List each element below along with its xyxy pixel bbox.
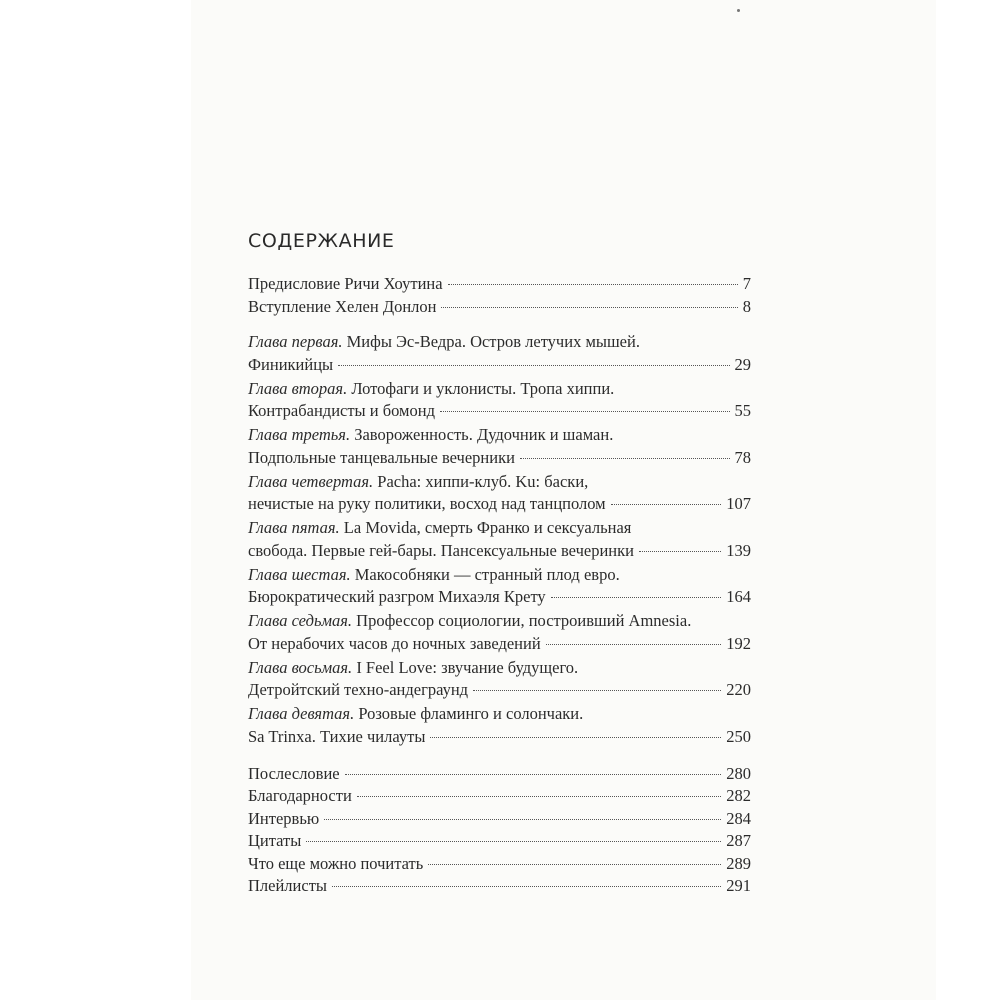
dot-leader bbox=[639, 551, 721, 552]
chapter-line-2: нечистые на руку политики, восход над танцполом bbox=[248, 494, 606, 513]
chapter-label: Глава восьмая. bbox=[248, 657, 353, 677]
chapter-label: Глава седьмая. bbox=[248, 611, 353, 630]
dot-leader bbox=[332, 886, 721, 887]
chapter-line-2: Sa Trinxa. Тихие чилауты bbox=[248, 726, 426, 746]
toc-entry-afterword bbox=[248, 763, 751, 786]
dot-leader bbox=[473, 690, 721, 691]
toc-entry-preface bbox=[248, 273, 751, 296]
entry-page: 282 bbox=[726, 786, 751, 805]
chapter-list bbox=[248, 331, 751, 748]
dot-leader bbox=[345, 774, 722, 775]
toc-chapter-8 bbox=[248, 657, 751, 702]
entry-title: Интервью bbox=[248, 808, 320, 828]
toc-entry-further-reading bbox=[248, 853, 751, 876]
dot-leader bbox=[430, 737, 721, 738]
toc-entry-acknowledgements bbox=[248, 785, 751, 808]
entry-page: 29 bbox=[734, 354, 751, 374]
dot-leader bbox=[306, 841, 721, 842]
entry-page: 7 bbox=[742, 274, 751, 293]
toc-entry-quotes bbox=[248, 830, 751, 853]
chapter-line-1: Профессор социологии, построивший Amnesia. bbox=[352, 611, 692, 630]
toc-chapter-4 bbox=[248, 471, 751, 516]
dot-leader bbox=[611, 504, 722, 505]
toc-chapter-5 bbox=[248, 517, 751, 562]
toc-chapter-3 bbox=[248, 424, 751, 469]
dot-leader bbox=[338, 365, 729, 366]
page-speck bbox=[737, 9, 740, 12]
chapter-line-1: Pacha: хиппи-клуб. Ku: баски, bbox=[373, 471, 589, 491]
chapter-label: Глава пятая. bbox=[248, 518, 340, 537]
entry-page: 78 bbox=[734, 447, 751, 467]
page-title: СОДЕРЖАНИЕ bbox=[248, 230, 395, 252]
chapter-label: Глава девятая. bbox=[248, 704, 355, 723]
entry-page: 8 bbox=[742, 296, 751, 316]
chapter-line-1: Лотофаги и уклонисты. Тропа хиппи. bbox=[347, 378, 615, 398]
entry-title: Предисловие Ричи Хоутина bbox=[248, 274, 443, 293]
entry-title: Послесловие bbox=[248, 763, 340, 783]
chapter-line-2: Финикийцы bbox=[248, 354, 334, 374]
entry-title: Благодарности bbox=[248, 786, 352, 805]
entry-page: 55 bbox=[734, 401, 751, 420]
entry-page: 284 bbox=[726, 808, 751, 828]
entry-title: Вступление Хелен Донлон bbox=[248, 296, 437, 316]
toc-entry-introduction bbox=[248, 296, 751, 319]
chapter-line-1: I Feel Love: звучание будущего. bbox=[352, 657, 579, 677]
dot-leader bbox=[440, 411, 730, 412]
chapter-line-2: Бюрократический разгром Михаэля Крету bbox=[248, 587, 546, 606]
entry-page: 220 bbox=[726, 680, 751, 699]
entry-page: 289 bbox=[726, 853, 751, 873]
toc-chapter-7 bbox=[248, 610, 751, 655]
entry-page: 250 bbox=[726, 726, 751, 746]
chapter-label: Глава третья. bbox=[248, 425, 351, 444]
chapter-line-2: Детройтский техно-андеграунд bbox=[248, 680, 469, 699]
chapter-line-2: свобода. Первые гей-бары. Пансексуальные вечеринки bbox=[248, 540, 634, 560]
dot-leader bbox=[520, 458, 730, 459]
entry-page: 280 bbox=[726, 763, 751, 783]
entry-page: 291 bbox=[726, 876, 751, 895]
entry-page: 107 bbox=[726, 494, 751, 513]
chapter-line-2: Контрабандисты и бомонд bbox=[248, 401, 435, 420]
toc-entry-playlists bbox=[248, 875, 751, 898]
chapter-label: Глава вторая. bbox=[248, 378, 348, 398]
front-matter bbox=[248, 273, 751, 318]
dot-leader bbox=[428, 864, 721, 865]
dot-leader bbox=[546, 644, 722, 645]
chapter-line-1: Макособняки — странный плод евро. bbox=[350, 564, 620, 584]
dot-leader bbox=[551, 597, 722, 598]
chapter-label: Глава шестая. bbox=[248, 564, 351, 584]
entry-title: Цитаты bbox=[248, 831, 302, 850]
chapter-label: Глава четвертая. bbox=[248, 471, 374, 491]
chapter-line-1: Мифы Эс-Ведра. Остров летучих мышей. bbox=[342, 332, 640, 351]
entry-title: Что еще можно почитать bbox=[248, 853, 424, 873]
chapter-line-1: Розовые фламинго и солончаки. bbox=[354, 704, 584, 723]
chapter-line-2: Подпольные танцевальные вечерники bbox=[248, 447, 515, 467]
chapter-line-2: От нерабочих часов до ночных заведений bbox=[248, 633, 541, 653]
entry-title: Плейлисты bbox=[248, 876, 327, 895]
dot-leader bbox=[441, 307, 737, 308]
toc-chapter-6 bbox=[248, 564, 751, 609]
toc-entry-interviews bbox=[248, 808, 751, 831]
entry-page: 287 bbox=[726, 831, 751, 850]
toc-chapter-9 bbox=[248, 703, 751, 748]
entry-page: 192 bbox=[726, 633, 751, 653]
toc-chapter-1 bbox=[248, 331, 751, 376]
dot-leader bbox=[448, 284, 738, 285]
chapter-label: Глава первая. bbox=[248, 332, 343, 351]
chapter-line-1: Завороженность. Дудочник и шаман. bbox=[350, 425, 614, 444]
chapter-line-1: La Movida, смерть Франко и сексуальная bbox=[339, 518, 632, 537]
dot-leader bbox=[324, 819, 721, 820]
entry-page: 164 bbox=[726, 587, 751, 606]
dot-leader bbox=[357, 796, 721, 797]
toc-chapter-2 bbox=[248, 378, 751, 423]
table-of-contents bbox=[248, 273, 751, 898]
entry-page: 139 bbox=[726, 540, 751, 560]
back-matter bbox=[248, 763, 751, 898]
